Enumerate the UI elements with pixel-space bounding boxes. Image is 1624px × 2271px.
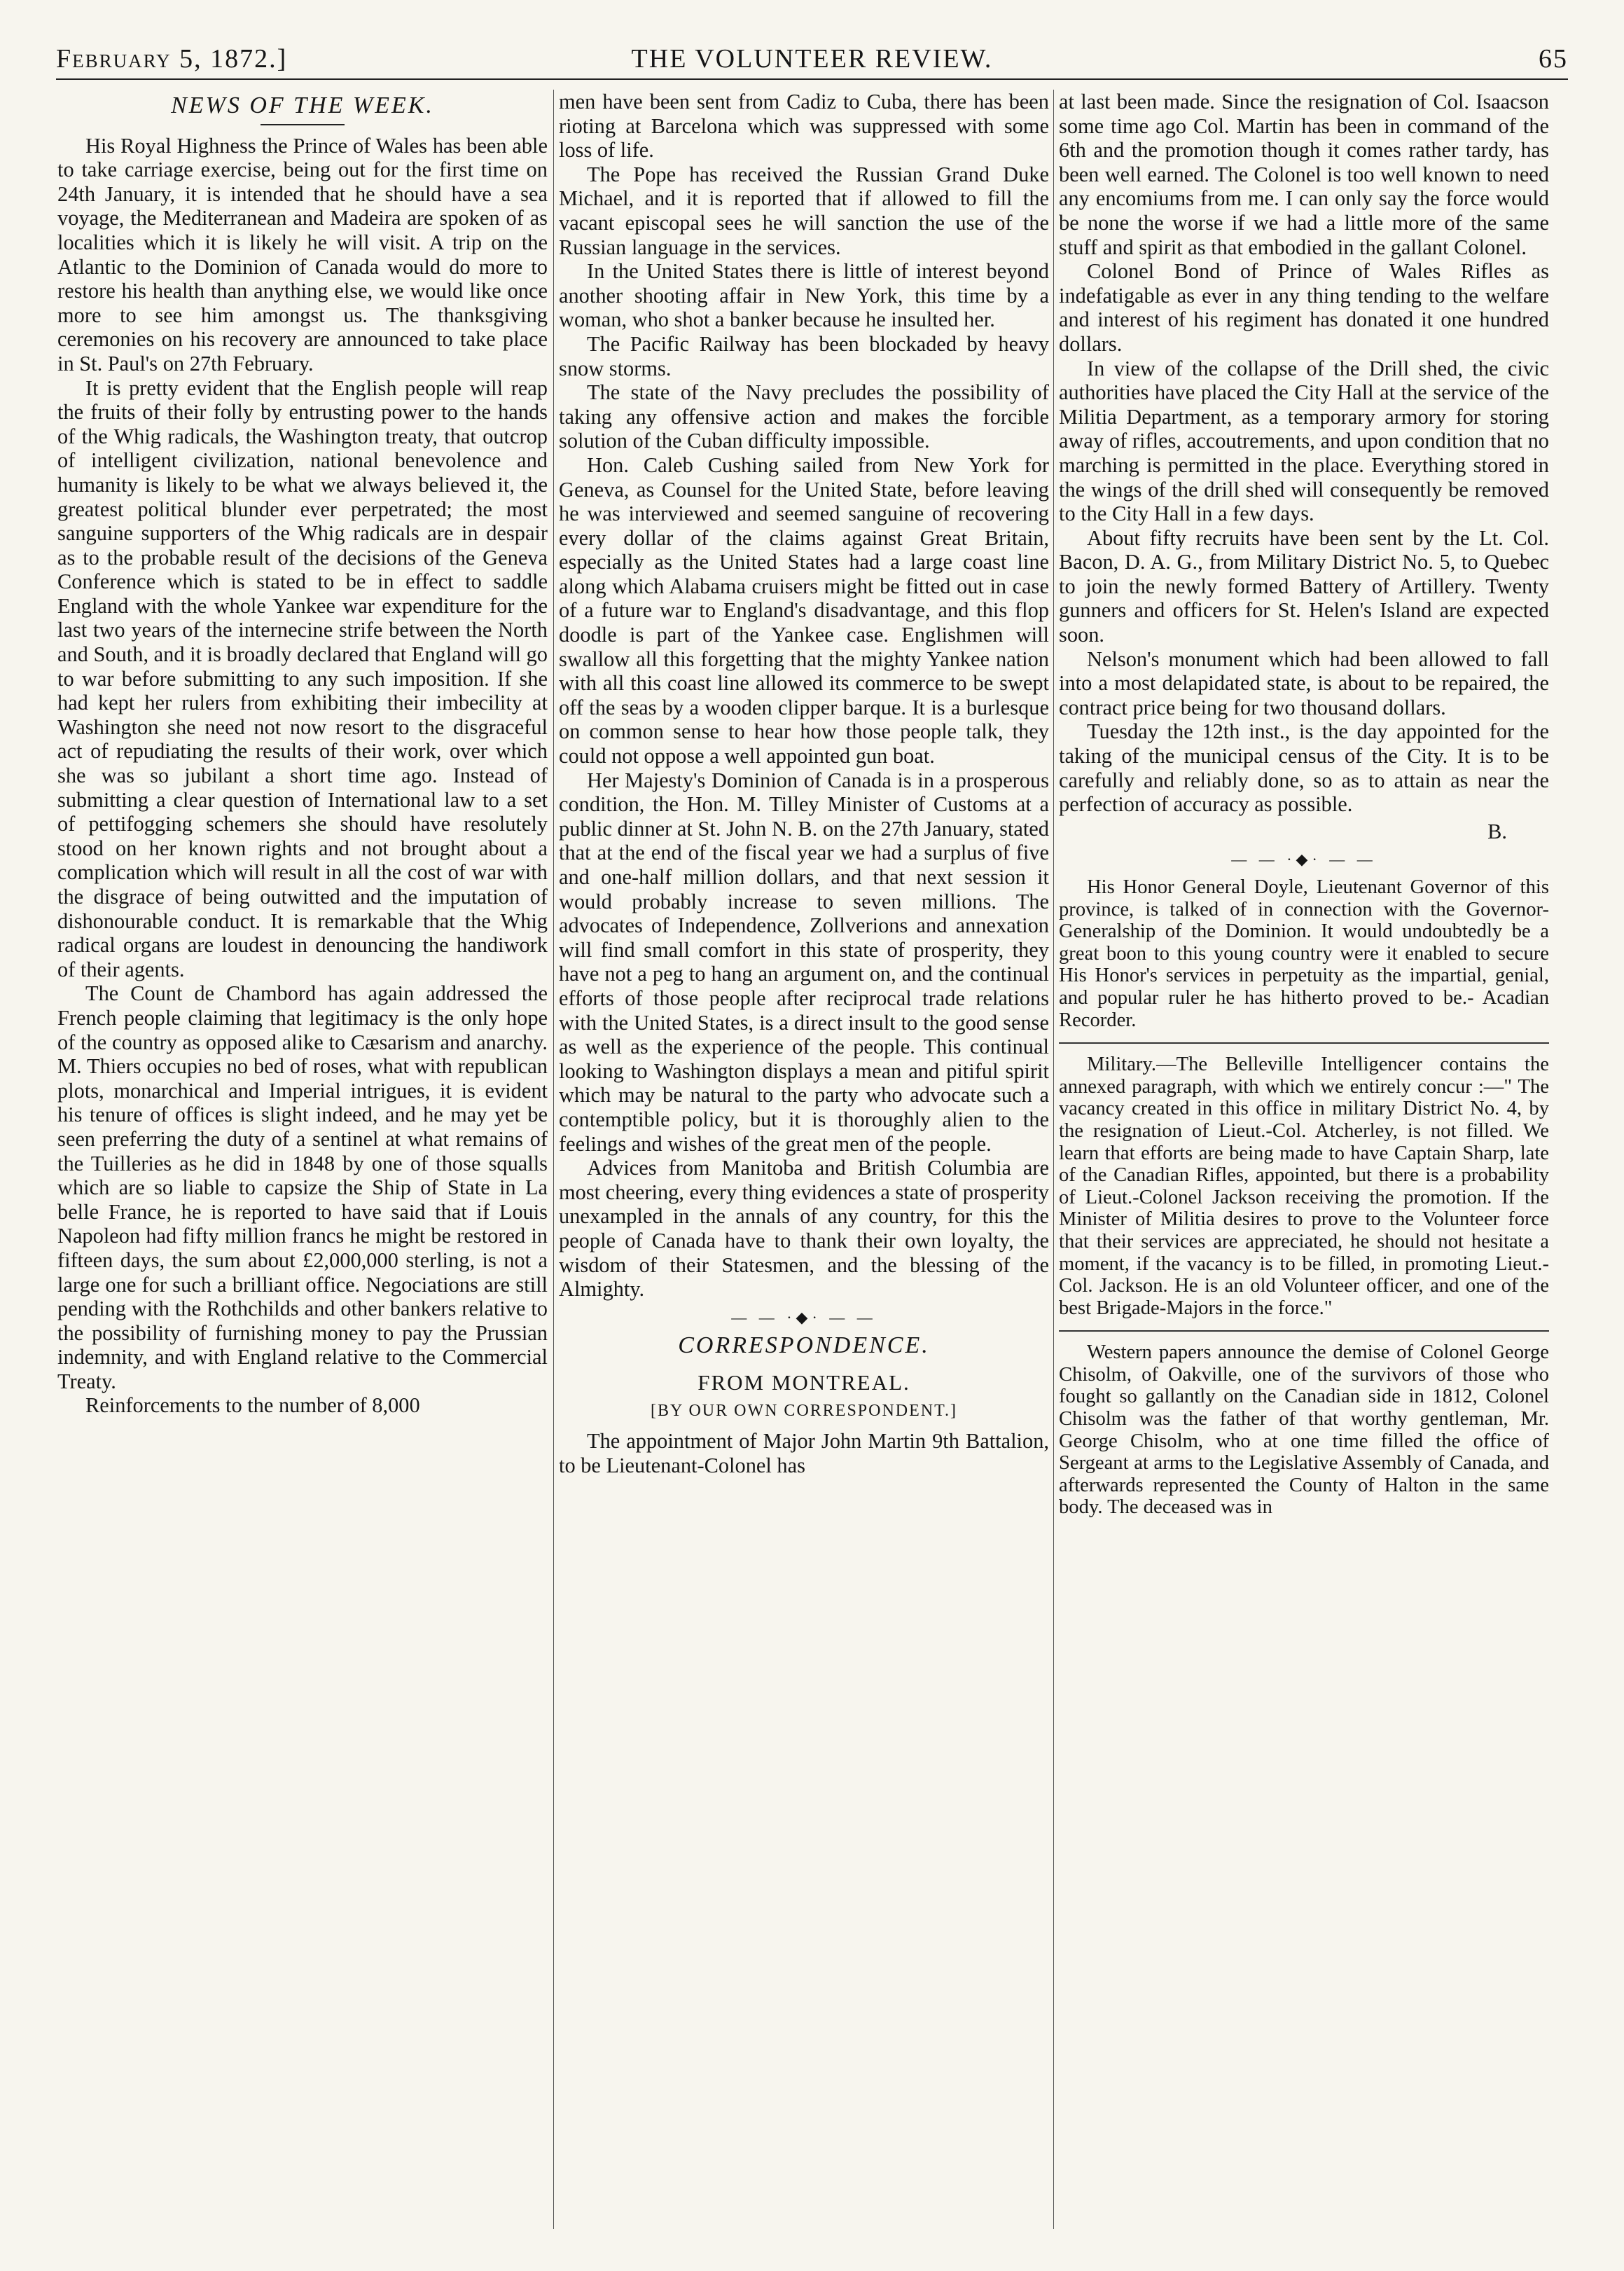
article-paragraph: Nelson's monument which had been allowed to fall into a most delapidated state, is about to be repaired, the contract price being for two thousand dollars.: [1059, 647, 1549, 719]
article-paragraph: The Pope has received the Russian Grand Duke Michael, and it is reported that if allowed to fill the vacant episcopal sees he will sanction the use of the Russian language in the services.: [559, 162, 1049, 259]
subheading-from-montreal: FROM MONTREAL.: [698, 1369, 910, 1395]
article-paragraph: His Honor General Doyle, Lieutenant Governor of this province, is talked of in connection with the Governor-Generalship of the Dominion. It would undoubtedly be a great boon to this young country were it enabled to secure His Honor's services in perpetuity as the impartial, genial, and popular ruler he has hitherto proved to be.- Acadian Recorder.: [1059, 876, 1549, 1031]
article-paragraph: Her Majesty's Dominion of Canada is in a prosperous condition, the Hon. M. Tilley Minister of Customs at a public dinner at St. John N. B. on the 27th January, stated that at the end of the fiscal year we had a surplus of five and one-half million dollars, and that next session it would probably increase to seven millions. The advocates of Independence, Zollverions and annexation will find small comfort in this state of prosperity, they have not a peg to hang an argument on, and the continual efforts of those people after reciprocal trade relations with the United States, is a direct insult to the good sense as well as the experience of the people. This continual looking to Washington displays a mean and pitiful spirit which may be natural to the party who advocate such a contemptible policy, but it is thoroughly alien to the feelings and wishes of the great men of the people.: [559, 768, 1049, 1156]
article-paragraph: His Royal Highness the Prince of Wales has been able to take carriage exercise, being out for the first time on 24th January, it is intended that he should have a sea voyage, the Mediterranean and Madeira are spoken of as localities which it is likely he will visit. A trip on the Atlantic to the Dominion of Canada would do more to restore his health than anything else, we would like once more to see him amongst us. The thanksgiving ceremonies on his recovery are announced to take place in St. Paul's on 27th February.: [57, 133, 548, 375]
article-paragraph: In the United States there is little of interest beyond another shooting affair in New York, this time by a woman, who shot a banker because he insulted her.: [559, 259, 1049, 332]
issue-date: February 5, 1872.]: [56, 44, 288, 74]
byline: [BY OUR OWN CORRESPONDENT.]: [651, 1402, 957, 1421]
article-paragraph: Hon. Caleb Cushing sailed from New York for Geneva, as Counsel for the United State, before leaving he was interviewed and seemed sanguine of recovering every dollar of the claims against Great Britain, especially as the United States had a large coast line along which Alabama cruisers might be fitted out in case of a future war to England's disadvantage, and this flop doodle is part of the Yankee case. Englishmen will swallow all this forgetting that the mighty Yankee nation with all this coast line allowed its commerce to be swept off the seas by a wooden clipper barque. It is a burlesque on common sense to hear how those people talk, they could not oppose a well appointed gun boat.: [559, 453, 1049, 768]
column-3: [1059, 90, 1549, 2243]
article-paragraph: The Count de Chambord has again addressed the French people claiming that legitimacy is the only hope of the country as opposed alike to Cæsarism and anarchy. M. Thiers occupies no bed of roses, what with republican plots, monarchical and Imperial intrigues, it is evident his tenure of offices is slight indeed, and he may yet be seen preferring the duty of a sentinel at what remains of the Tuilleries as he did in 1848 by one of those squalls which are so liable to capsize the Ship of State in La belle France, he is reported to have said that if Louis Napoleon had fifty million francs he might be restored in fifteen days, the sum about £2,000,000 sterling, is not a large one for such a brilliant office. Negociations are still pending with the Rothchilds and other bankers relative to the possibility of furnishing money to pay the Prussian indemnity, and with England relative to the Commercial Treaty.: [57, 981, 548, 1393]
article-paragraph: Reinforcements to the number of 8,000: [85, 1393, 420, 1418]
article-paragraph: It is pretty evident that the English people will reap the fruits of their folly by entrusting power to the hands of the Whig radicals, the Washington treaty, that outcrop of intelligent civilization, national benevolence and humanity is likely to be what we always believed it, the greatest political blunder ever perpetrated; the most sanguine supporters of the Whig radicals are in despair as to the probable result of the decisions of the Geneva Conference which is stated to be in effect to saddle England with the whole Yankee war expenditure for the last two years of the internecine strife between the North and South, and it is broadly declared that England will go to war before submitting to any such imposition. If she had kept her rulers from exhibiting their imbecility at Washington she need not now resort to the disgraceful act of repudiating the results of their work, over which she was so jubilant a short time ago. Instead of submitting a clear question of International law to a set of pettifogging schemers she should have resolutely stood on her known rights and not brought about a complication which will result in all the cost of war with the disgrace of being outwitted and the imputation of dishonourable conduct. It is remarkable that the Whig radical organs are loudest in denouncing the handiwork of their agents.: [57, 375, 548, 981]
column-1: [57, 90, 548, 2243]
article-paragraph: men have been sent from Cadiz to Cuba, there has been rioting at Barcelona which was suppressed with some loss of life.: [559, 90, 1049, 163]
header-rule: [56, 78, 1568, 80]
article-paragraph: Advices from Manitoba and British Columbia are most cheering, every thing evidences a state of prosperity unexampled in the annals of any country, for this the people of Canada have to thank their own loyalty, the wisdom of their Statesmen, and the blessing of the Almighty.: [559, 1156, 1049, 1302]
ornament-divider: — — ·◆· — —: [1231, 850, 1377, 869]
article-paragraph: Tuesday the 12th inst., is the day appointed for the taking of the municipal census of the City. It is to be carefully and reliably done, so as to attain as near the perfection of accuracy as possible.: [1059, 719, 1549, 817]
article-paragraph: In view of the collapse of the Drill shed, the civic authorities have placed the City Hall at the service of the Militia Department, as a temporary armory for storing away of rifles, accoutrements, and upon condition that no marching is permitted in the place. Everything stored in the wings of the drill shed will consequently be removed to the City Hall in a few days.: [1059, 356, 1549, 526]
article-paragraph: Colonel Bond of Prince of Wales Rifles as indefatigable as ever in any thing tending to the welfare and interest of his regiment has donated it one hundred dollars.: [1059, 259, 1549, 356]
article-paragraph: The state of the Navy precludes the possibility of taking any offensive action and makes the forcible solution of the Cuban difficulty impossible.: [559, 380, 1049, 453]
column-2: [559, 90, 1049, 2243]
page-number: 65: [1539, 44, 1568, 74]
section-rule: [1059, 1330, 1549, 1332]
running-head: [56, 43, 1568, 77]
section-heading-correspondence: CORRESPONDENCE.: [678, 1332, 930, 1359]
section-rule: [1059, 1042, 1549, 1044]
newspaper-title: THE VOLUNTEER REVIEW.: [631, 44, 993, 74]
column-divider: [1053, 90, 1054, 2229]
article-paragraph: The appointment of Major John Martin 9th Battalion, to be Lieutenant-Colonel has: [559, 1429, 1049, 1477]
heading-rule: [261, 124, 345, 125]
article-paragraph: The Pacific Railway has been blockaded by heavy snow storms.: [559, 331, 1049, 380]
ornament-divider: — — ·◆· — —: [731, 1308, 877, 1326]
article-paragraph: Military.—The Belleville Intelligencer contains the annexed paragraph, with which we entirely concur :—" The vacancy created in this office in military District No. 4, by the resignation of Lieut.-Col. Atcherley, is not filled. We learn that efforts are being made to have Captain Sharp, late of the Canadian Rifles, appointed, but there is a probability of Lieut.-Colonel Jackson receiving the promotion. If the Minister of Militia desires to prove to the Volunteer force that their services are appreciated, he should not hesitate a moment, if the vacancy is to be filled, in promoting Lieut.-Col. Jackson. He is an old Volunteer officer, and one of the best Brigade-Majors in the force.": [1059, 1054, 1549, 1319]
section-heading-news: NEWS OF THE WEEK.: [171, 92, 434, 118]
article-paragraph: at last been made. Since the resignation of Col. Isaacson some time ago Col. Martin has been in command of the 6th and the promotion though it comes rather tardy, has been well earned. The Colonel is too well known to need any encomiums from me. I can only say the force would be none the worse if we had a little more of the same stuff and spirit as that embodied in the gallant Colonel.: [1059, 90, 1549, 259]
correspondent-signature: B.: [1487, 819, 1507, 843]
article-paragraph: Western papers announce the demise of Colonel George Chisolm, of Oakville, one of the survivors of those who fought so gallantly on the Canadian side in 1812, Colonel Chisolm was the father of that worthy gentleman, Mr. George Chisolm, who at one time filled the office of Sergeant at arms to the Legislative Assembly of Canada, and afterwards represented the County of Halton in the same body. The deceased was in: [1059, 1341, 1549, 1519]
column-divider: [553, 90, 554, 2229]
article-paragraph: About fifty recruits have been sent by the Lt. Col. Bacon, D. A. G., from Military District No. 5, to Quebec to join the newly formed Battery of Artillery. Twenty gunners and officers for St. Helen's Island are expected soon.: [1059, 525, 1549, 647]
